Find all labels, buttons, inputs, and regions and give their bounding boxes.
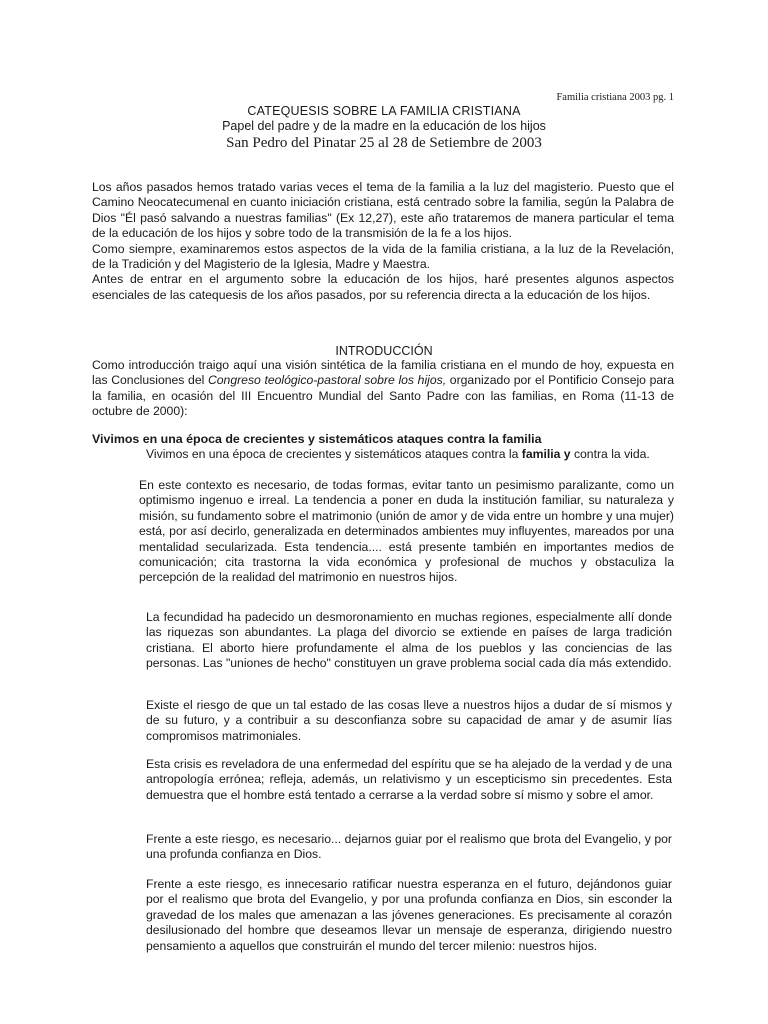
document-place-date: San Pedro del Pinatar 25 al 28 de Setiembre de 2003 [226,135,542,151]
document-title: CATEQUESIS SOBRE LA FAMILIA CRISTIANA [247,104,521,118]
quote-paragraph-4: Existe el riesgo de que un tal estado de las cosas lleve a nuestros hijos a dudar de sí mismos y de su futuro, y a contribuir a su desconfianza sobre su capacidad de amar y de asumir lías compromisos matrimoniales. [146,698,672,743]
paragraph-text: Como introducción traigo aquí una visión sintética de la familia cristiana en el mundo de hoy, expuesta en las Conclusiones del [92,358,674,388]
paragraph-text: Antes de entrar en el argumento sobre la educación de los hijos, haré presentes algunos aspectos esenciales de las catequesis de los años pasados, por su referencia directa a la educación de los hijos. [92,272,674,302]
quote-paragraph-7: Frente a este riesgo, es innecesario ratificar nuestra esperanza en el futuro, dejándonos guiar por el realismo que brota del Evangelio, y por una profunda confianza en Dios, sin esconder la gravedad de los males que amenazan a las jóvenes generaciones. Es precisamente al corazón desilusionado del hombre que deseamos llevar un mensaje de esperanza, dirigiendo nuestro pensamiento a aquellos que construirán el mundo del tercer milenio: nuestros hijos. [146,877,672,953]
paragraph-intro [92,180,674,303]
bold-section-heading: Vivimos en una época de crecientes y sistemáticos ataques contra la familia [92,432,542,446]
section-heading-introduccion: INTRODUCCIÓN [335,344,433,358]
paragraph-text: contra la vida. [573,447,650,461]
bold-word: familia y [521,447,571,461]
document-subtitle: Papel del padre y de la madre en la educación de los hijos [222,119,546,133]
quote-paragraph-5: Esta crisis es reveladora de una enfermedad del espíritu que se ha alejado de la verdad y de una antropología errónea; refleja, además, un relativismo y un escepticismo sin precedentes. Esta demuestra que el hombre está tentado a cerrarse a la verdad sobre sí mismo y sobre el amor. [146,757,672,802]
quote-paragraph-1 [146,447,674,462]
paragraph-text: Vivimos en una época de crecientes y sistemáticos ataques contra la [146,447,519,461]
paragraph-text: Como siempre, examinaremos estos aspectos de la vida de la familia cristiana, a la luz de la Revelación, de la Tradición y del Magisterio de la Iglesia, Madre y Maestra. [92,241,674,272]
congress-title: Congreso teológico-pastoral sobre los hijos, [207,373,447,388]
quote-paragraph-2: En este contexto es necesario, de todas formas, evitar tanto un pesimismo paralizante, como un optimismo ingenuo e irreal. La tendencia a poner en duda la institución familiar, su naturaleza y misión, su fundamento sobre el matrimonio (unión de amor y de vida entre un hombre y una mujer) está, por así decirlo, generalizada en determinados ambientes muy influyentes, mareados por una mentalidad secularizada. Esta tendencia.... está presente también en importantes medios de comunicación; cita trastorna la vida económica y profesional de muchos y obstaculiza la percepción de la realidad del matrimonio en nuestros hijos. [139,478,674,585]
paragraph-introduccion [92,358,674,420]
quote-paragraph-3: La fecundidad ha padecido un desmoronamiento en muchas regiones, especialmente allí donde las riquezas son abundantes. La plaga del divorcio se extiende en países de larga tradición cristiana. El aborto hiere profundamente el alma de los pueblos y las conciencias de las personas. Las "uniones de hecho" constituyen un grave problema social cada día más extendido. [146,610,672,671]
paragraph-text: Los años pasados hemos tratado varias veces el tema de la familia a la luz del magisterio. Puesto que el Camino Neocatecumenal en cuanto iniciación cristiana, está centrado sobre la familia, según la Palabra de Dios "Él pasó salvando a nuestras familias" (Ex 12,27), este año trataremos de manera particular el tema de la educación de los hijos y sobre todo de la transmisión de la fe a los hijos. [92,180,674,241]
page-header-note: Familia cristiana 2003 pg. 1 [556,92,674,103]
title-block [0,104,768,152]
paragraph-text: organizado por el Pontificio Consejo para la familia, en ocasión del III Encuentro Mundial del Santo Padre con las familias, en Roma (11-13 de octubre de 2000): [92,373,675,419]
quote-paragraph-6: Frente a este riesgo, es necesario... dejarnos guiar por el realismo que brota del Evangelio, y por una profunda confianza en Dios. [146,832,672,862]
